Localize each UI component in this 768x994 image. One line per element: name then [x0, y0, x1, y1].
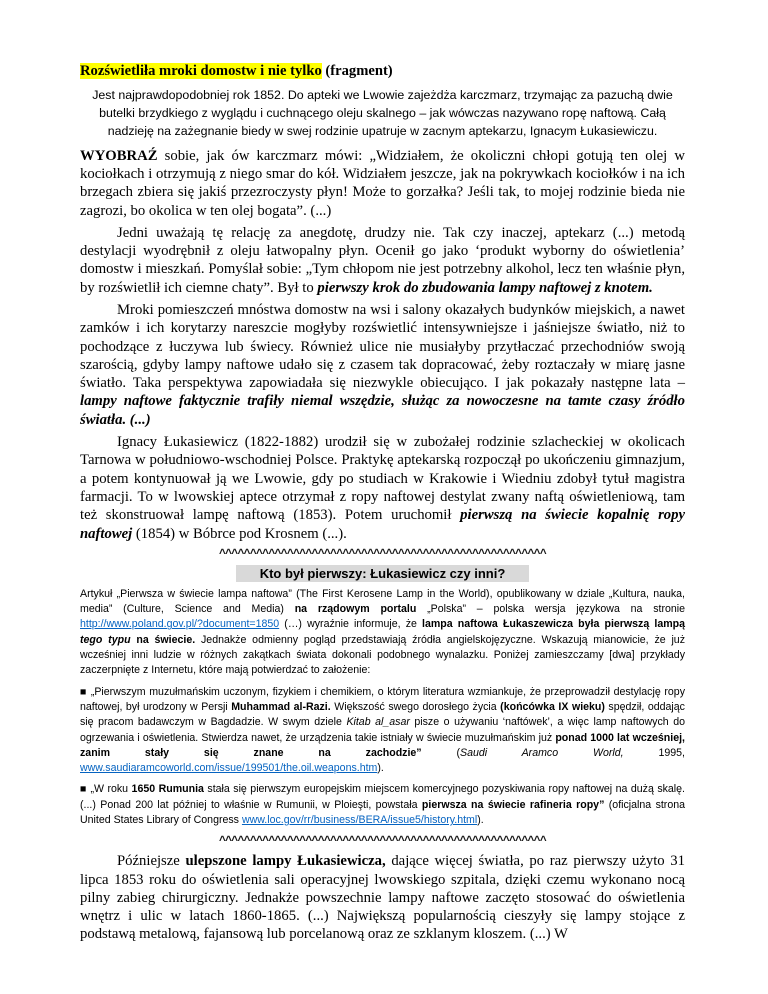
document-page	[80, 62, 685, 948]
note-2-italic-kitab: Kitab al_asar	[346, 716, 410, 729]
bullet-square-icon: ■	[80, 783, 87, 796]
paragraph-1-text: sobie, jak ów karczmarz mówi: „Widziałem, że okoliczni chłopi gotują ten olej w kociołkach i otrzymują z niego smar do kół. Widziałem jeszcze, jak na pokrywkach kociołków i na ich brzegach zbiera się jakiś przezroczysty płyn! Może to gorzałka? Jeśli tak, to mojej rodzinie bieda nie zagrozi, bo okolica w ten olej bogata”. (...)	[80, 147, 685, 219]
note-2-text-g: 1995,	[623, 746, 685, 759]
paragraph-5-text-a: Późniejsze	[117, 853, 186, 870]
note-1-bold-world: na świecie.	[130, 633, 196, 646]
note-2-text-c: Większość swego dorosłego życia	[330, 700, 501, 713]
note-3-bold-romania: 1650 Rumunia	[131, 783, 204, 796]
bullet-square-icon: ■	[80, 685, 88, 698]
box-title	[80, 565, 685, 583]
note-2-bold-razi: Muhammad al-Razi.	[231, 700, 331, 713]
box-note-3	[80, 782, 685, 828]
paragraph-4-text: Ignacy Łukasiewicz (1822-1882) urodził się w zubożałej rodzinie szlacheckiej w okolicach Tarnowa w południowo-wschodniej Polsce. Praktykę aptekarską rozpoczął po ukończeniu gimnazjum, a potem kontynuował ją we Lwowie, gdy po studiach w Krakowie i Wiedniu zdobył tytuł magistra farmacji. To w lwowskiej aptece otrzymał z ropy naftowej destylat zwany naftą oświetleniową, tam też skonstruował lampę naftową (1853). Potem uruchomił	[80, 434, 685, 524]
note-3-bold-refinery: pierwsza na świecie rafineria ropy”	[421, 798, 605, 811]
box-note-1	[80, 587, 685, 679]
note-3-text-a: „W roku	[86, 783, 132, 796]
box-note-2	[80, 685, 685, 777]
note-2-italic-source: Saudi Aramco World,	[460, 746, 624, 759]
note-2-text-a: „Pierwszym muzułmańskim uczonym, fizykiem i chemikiem, o którym literatura wzmiankuje, że przeprowadził destylację ropy naftowej, był urodzony w Persji	[80, 685, 685, 713]
paragraph-1-lead: WYOBRAŹ	[80, 147, 158, 164]
saudiaramco-link[interactable]: www.saudiaramcoworld.com/issue/199501/the.oil.weapons.htm	[80, 762, 378, 775]
paragraph-5	[80, 852, 685, 943]
article-title	[80, 62, 685, 80]
note-2-bold-century: (końcówka IX wieku)	[500, 700, 605, 713]
title-suffix: (fragment)	[321, 63, 393, 79]
separator-bottom: ^^^^^^^^^^^^^^^^^^^^^^^^^^^^^^^^^^^^^^^^^^^^^^^^^^^^^	[218, 834, 547, 848]
note-1-text-c: „Polska” – polska wersja językowa na stronie	[416, 603, 686, 616]
title-highlighted: Rozświetliła mroki domostw i nie tylko	[80, 63, 322, 79]
paragraph-4	[80, 433, 685, 543]
paragraph-3-emphasis: lampy naftowe faktycznie trafiły niemal wszędzie, służąc za nowoczesne na tamte czasy źródło światła. (...)	[80, 393, 685, 428]
note-3-text-c: stała się pierwszym europejskim miejscem komercyjnego pozyskiwania ropy naftowej na dużą skalę. (...) Ponad 200 lat później to właśnie w Rumunii, w Ploieşti, powstała	[80, 783, 685, 811]
poland-gov-link[interactable]: http://www.poland.gov.pl/?document=1850	[80, 618, 280, 631]
note-1-bold-portal: na rządowym portalu	[294, 603, 417, 616]
paragraph-3-text: Mroki pomieszczeń mnóstwa domostw na wsi i salony okazałych budynków miejskich, a nawet zamków i ich korytarzy nareszcie mogłyby rozświetlić intensywniejsze i jaśniejsze światło, niż to pochodzące z łuczywa lub świecy. Również ulice nie musiałyby przytłaczać przechodniów swoją szarością, gdyby lampy naftowe udało się z czasem tak dopracować, żeby roztaczały w miarę jasne światło. Taka perspektywa zapowiadała się niezwykle obiecująco. I jak pokazały następne lata –	[80, 301, 685, 392]
loc-gov-link[interactable]: www.loc.gov/rr/business/BERA/issue5/history.html	[241, 814, 478, 826]
note-2-text-h: ).	[377, 762, 384, 775]
box-title-text: Kto był pierwszy: Łukasiewicz czy inni?	[236, 565, 530, 582]
note-2-text-e: pisze o używaniu ‘naftówek’, a więc lamp naftowych do ogrzewania i oświetlenia. Stwierdza nawet, że urządzenia takie istniały w świecie muzułmańskim już	[80, 716, 685, 744]
paragraph-2	[80, 224, 685, 297]
note-2-text-f: (	[421, 746, 461, 759]
paragraph-5-text-c: dające więcej światła, po raz pierwszy użyto 31 lipca 1853 roku do oświetlenia sali operacyjnej lwowskiego szpitala, dzięki czemu wykonano nocą pilny zabieg chirurgiczny. Jednakże powszechnie lampy naftowe zaczęto stosować do oświetlenia wnętrz i ulic w latach 1860-1865. (...) Największą popularnością cieszyły się lampy stojące z podstawą metalową, fajansową lub porcelanową oraz ze szklanym kloszem. (...) W	[80, 853, 685, 943]
paragraph-2-emphasis: pierwszy krok do zbudowania lampy naftowej z knotem.	[317, 279, 653, 296]
note-2-bold-1000-years: ponad 1000 lat wcześniej, zanim stały się znane na zachodzie”	[80, 731, 685, 759]
paragraph-3	[80, 301, 685, 429]
note-1-text-d: (…) wyraźnie informuje, że	[279, 618, 423, 631]
paragraph-4-emphasis: pierwszą na świecie kopalnię ropy naftowej	[80, 507, 686, 542]
note-3-text-e: ).	[477, 814, 484, 826]
intro-paragraph: Jest najprawdopodobniej rok 1852. Do apteki we Lwowie zajeżdża karczmarz, trzymając za pazuchą dwie butelki brzydkiego z wyglądu i cuchnącego oleju skalnego – jak wówczas nazywano ropę naftową. Całą nadzieję na zażegnanie biedy w swej rodzinie upatruje w zacnym aptekarzu, Ignacym Łukasiewiczu.	[92, 88, 673, 139]
paragraph-4-tail: (1854) w Bóbrce pod Krosnem (...).	[132, 525, 347, 542]
note-1-text-e: Jednakże odmienny pogląd przedstawiają źródła angielskojęzyczne. Wskazują mianowicie, że już wcześniej inni ludzie w różnych zakątkach świata dokonali podobnego wynalazku. Poniżej zamieszczamy [dwa] przykłady zaczerpnięte z Internetu, które mają potwierdzać to założenie:	[80, 633, 685, 677]
note-2-text-d: spędził, oddając się pracom badawczym w Bagdadzie. W swym dziele	[80, 700, 685, 729]
note-1-text-a: Artykuł „Pierwsza w świecie lampa naftowa” (The First Kerosene Lamp in the World), opublikowany w dziale „Kultura, nauka, media” (Culture, Science and Media)	[80, 587, 685, 616]
note-3-text-d: (oficjalna strona United States Library of Congress	[80, 798, 686, 826]
paragraph-1	[80, 147, 685, 220]
note-1-bold-lamp: lampa naftowa Łukaszewicza była pierwszą lampą	[422, 618, 685, 631]
paragraph-5-bold: ulepszone lampy Łukasiewicza,	[185, 853, 386, 870]
separator-top: ^^^^^^^^^^^^^^^^^^^^^^^^^^^^^^^^^^^^^^^^^^^^^^^^^^^^^	[218, 546, 547, 560]
note-1-bold-italic: tego typu	[80, 633, 131, 646]
paragraph-2-text: Jedni uważają tę relację za anegdotę, drudzy nie. Tak czy inaczej, aptekarz (...) metodą destylacji wyodrębnił z oleju łatwopalny płyn. Ocenił go jako ‘produkt wyborny do oświetlenia’ domostw i mieszkań. Pomyślał sobie: „Tym chłopom nie jest potrzebny alkohol, lecz ten właśnie płyn, by rozświetlił ich ciemne chaty”. Był to	[80, 224, 685, 296]
